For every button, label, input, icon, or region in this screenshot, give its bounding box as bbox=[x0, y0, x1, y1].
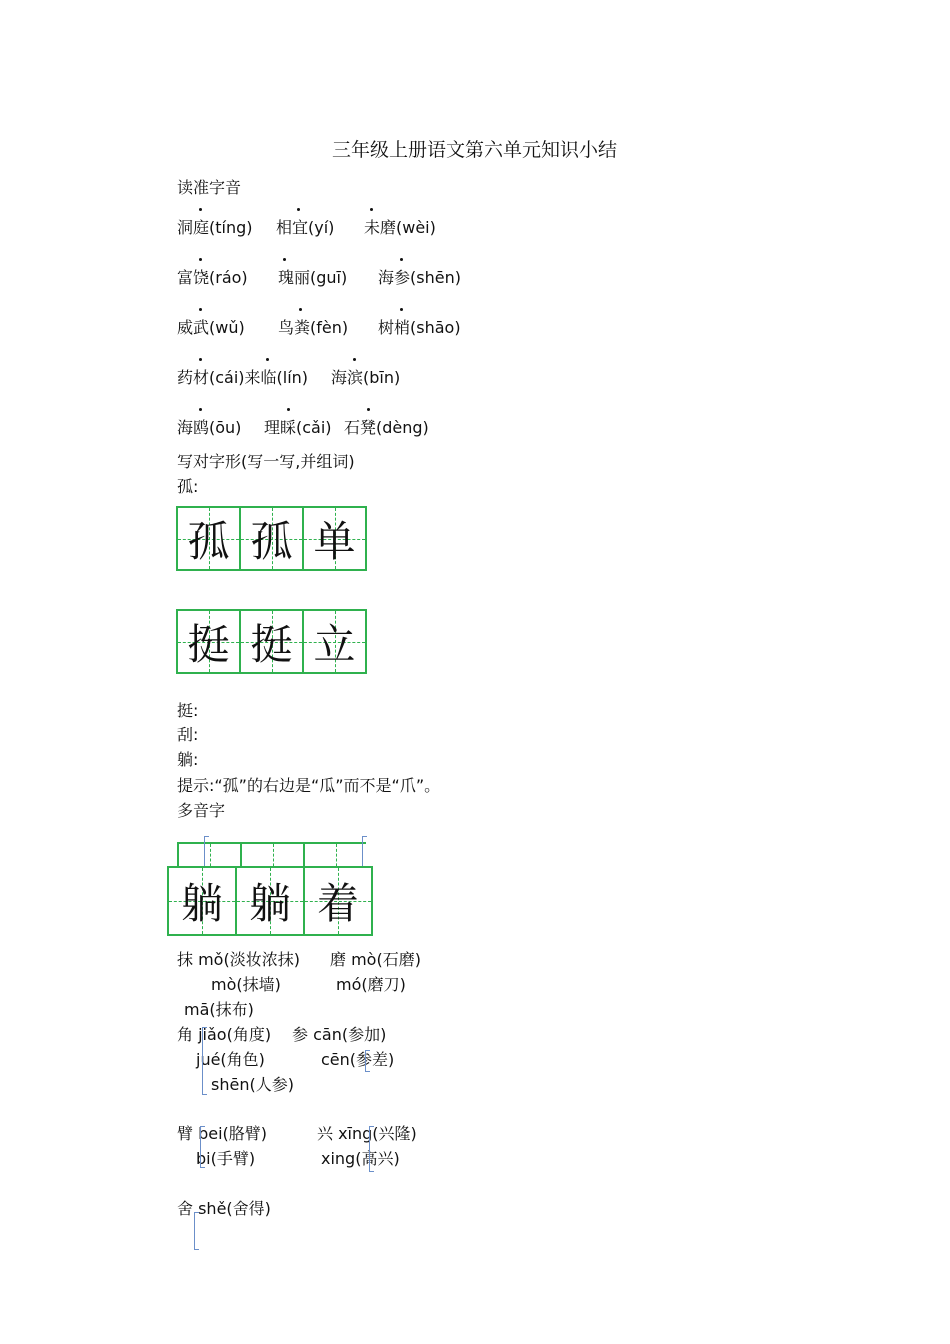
poly-jiao-1: 角 jiǎo(角度) bbox=[177, 1025, 272, 1044]
section-read-heading: 读准字音 bbox=[177, 178, 242, 197]
pinyin-word: 药材(cái)来临(lín) bbox=[177, 368, 309, 387]
pinyin-word: 鸟粪(fèn) bbox=[278, 318, 349, 337]
grid-cell bbox=[176, 609, 241, 674]
poly-can-3: shēn(人参) bbox=[211, 1075, 294, 1094]
grid-char: 立 bbox=[313, 619, 356, 669]
grid-char: 挺 bbox=[250, 619, 293, 669]
grid-cell bbox=[239, 506, 304, 571]
poly-mo-5: mó(磨刀) bbox=[336, 975, 406, 994]
pinyin-word: 富饶(ráo) bbox=[177, 268, 248, 287]
poly-mo-2: mò(抹墙) bbox=[211, 975, 281, 994]
section-write-heading: 写对字形(写一写,并组词) bbox=[177, 452, 355, 471]
poly-bei-2: bi(手臂) bbox=[196, 1149, 256, 1168]
page-title: 三年级上册语文第六单元知识小结 bbox=[332, 139, 618, 161]
grid-char: 孤 bbox=[250, 516, 293, 566]
grid-char: 单 bbox=[313, 516, 356, 566]
brace-mark bbox=[204, 836, 209, 868]
pinyin-word: 相宜(yí) bbox=[276, 218, 335, 237]
poly-can-2: cēn(参差) bbox=[321, 1050, 395, 1069]
pinyin-word: 瑰丽(guī) bbox=[278, 268, 348, 287]
writing-grid-2 bbox=[176, 609, 365, 674]
pinyin-word: 威武(wǔ) bbox=[177, 318, 245, 337]
hint-text: 提示:“孤”的右边是“瓜”而不是“爪”。 bbox=[177, 776, 441, 795]
grid-char: 躺 bbox=[248, 879, 291, 928]
poly-can-1: 参 cān(参加) bbox=[292, 1025, 387, 1044]
grid-cell bbox=[235, 866, 305, 936]
pinyin-word: 树梢(shāo) bbox=[378, 318, 461, 337]
grid-cell bbox=[302, 506, 367, 571]
pinyin-word: 石凳(dèng) bbox=[344, 418, 429, 437]
label-gu: 孤: bbox=[177, 477, 199, 496]
pinyin-word: 海参(shēn) bbox=[378, 268, 461, 287]
grid-cell bbox=[302, 609, 367, 674]
brace-mark bbox=[202, 1027, 207, 1095]
section-poly-heading: 多音字 bbox=[177, 801, 226, 820]
poly-she-1: 舍 shě(舍得) bbox=[177, 1199, 271, 1218]
poly-mo-3: mā(抹布) bbox=[184, 1000, 254, 1019]
grid-char: 躺 bbox=[180, 879, 223, 928]
pinyin-word: 未磨(wèi) bbox=[364, 218, 436, 237]
poly-xing-1: 兴 xīng(兴隆) bbox=[317, 1124, 417, 1143]
grid-cell bbox=[240, 842, 305, 868]
pinyin-word: 海鸥(ōu) bbox=[177, 418, 242, 437]
poly-jiao-2: jué(角色) bbox=[196, 1050, 265, 1069]
grid-cell bbox=[303, 842, 366, 868]
grid-cell bbox=[167, 866, 237, 936]
poly-bei-1: 臂 bei(胳臂) bbox=[177, 1124, 268, 1143]
grid-char: 挺 bbox=[187, 619, 230, 669]
label-gua: 刮: bbox=[177, 725, 199, 744]
brace-mark bbox=[365, 1050, 370, 1072]
grid-char: 孤 bbox=[187, 516, 230, 566]
label-ting: 挺: bbox=[177, 701, 199, 720]
writing-grid-1 bbox=[176, 506, 365, 571]
brace-mark bbox=[194, 1212, 199, 1250]
label-tang: 躺: bbox=[177, 750, 199, 769]
brace-mark bbox=[369, 1126, 374, 1172]
pinyin-word: 洞庭(tíng) bbox=[177, 218, 253, 237]
poly-xing-2: xing(高兴) bbox=[321, 1149, 400, 1168]
pinyin-word: 海滨(bīn) bbox=[331, 368, 401, 387]
brace-mark bbox=[200, 1126, 205, 1168]
grid-cell bbox=[176, 506, 241, 571]
pinyin-word: 理睬(cǎi) bbox=[264, 418, 332, 437]
grid-cell bbox=[303, 866, 373, 936]
grid-cell bbox=[177, 842, 242, 868]
poly-mo-4: 磨 mò(石磨) bbox=[330, 950, 421, 969]
grid-cell bbox=[239, 609, 304, 674]
grid-char: 着 bbox=[316, 879, 359, 928]
writing-grid-3 bbox=[167, 866, 371, 936]
poly-mo-1: 抹 mǒ(淡妆浓抹) bbox=[177, 950, 300, 969]
